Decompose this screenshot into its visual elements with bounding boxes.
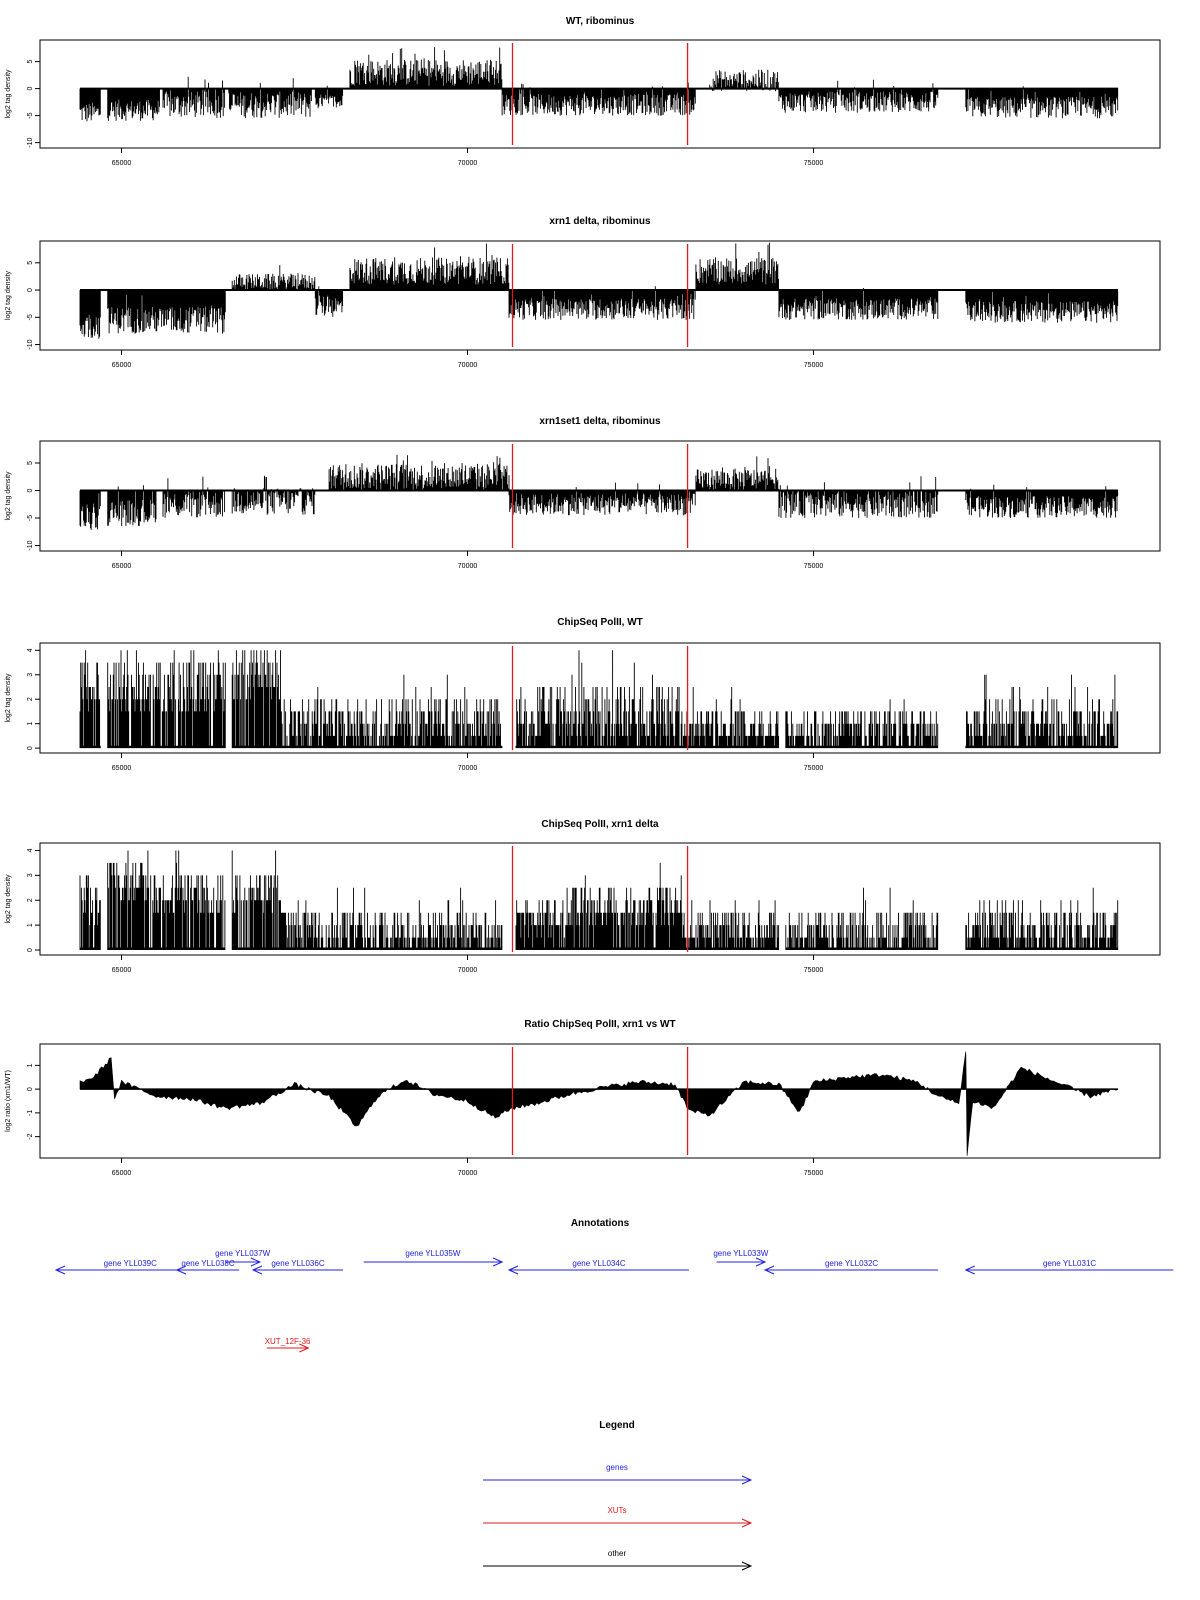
legend-item [483, 1549, 751, 1570]
x-tick-label: 65000 [111, 563, 132, 570]
legend-panel [483, 1420, 751, 1570]
y-axis [27, 848, 40, 952]
gene-label: gene YLL038C [181, 1259, 235, 1268]
signal-bars [80, 650, 1118, 748]
gene-label: gene YLL035W [405, 1249, 461, 1258]
y-tick-label: 0 [27, 488, 34, 493]
gene-label: gene YLL039C [103, 1259, 157, 1268]
chart-panel-6 [5, 1019, 1160, 1177]
panel-title: xrn1set1 delta, ribominus [539, 416, 661, 427]
x-axis [112, 955, 824, 974]
x-tick-label: 65000 [111, 765, 132, 772]
gene-label: gene YLL031C [1042, 1259, 1097, 1268]
y-tick-label: 1 [27, 721, 34, 726]
chart-panel-3 [5, 416, 1160, 570]
y-tick-label: 0 [27, 948, 34, 952]
y-axis-label: log2 tag density [5, 471, 12, 521]
gene-label: gene YLL037W [215, 1249, 271, 1258]
y-tick-label: 5 [27, 461, 34, 465]
x-tick-label: 75000 [803, 362, 824, 369]
panel-title: ChipSeq PolII, WT [557, 617, 643, 628]
y-axis-label: log2 tag density [5, 270, 12, 321]
y-axis [27, 60, 40, 148]
x-tick-label: 65000 [111, 967, 132, 974]
x-axis [112, 350, 824, 369]
y-axis-label: log2 ratio (xrn1/WT) [5, 1070, 12, 1132]
y-tick-label: 0 [27, 1087, 34, 1092]
legend-item-label: other [607, 1549, 627, 1558]
y-tick-label: 2 [27, 898, 34, 903]
x-tick-label: 75000 [803, 967, 824, 974]
signal-bars [80, 851, 1118, 951]
y-tick-label: -2 [27, 1133, 34, 1140]
legend-item [483, 1506, 751, 1527]
gene-arrow [177, 1259, 239, 1274]
y-tick-label: -5 [27, 112, 34, 119]
y-axis-label: log2 tag density [5, 673, 12, 723]
y-tick-label: -1 [27, 1109, 34, 1116]
legend-item-label: XUTs [607, 1506, 627, 1515]
panel-title: WT, ribominus [565, 16, 635, 27]
y-tick-label: 5 [27, 260, 34, 265]
y-tick-label: 1 [27, 923, 34, 928]
chart-panel-2 [5, 216, 1160, 369]
gene-arrow [713, 1249, 768, 1266]
legend-item [483, 1463, 751, 1484]
signal-bars [80, 455, 1118, 530]
x-axis [112, 753, 824, 772]
x-tick-label: 75000 [803, 1170, 824, 1177]
y-tick-label: 0 [27, 288, 34, 293]
y-axis [27, 1063, 40, 1139]
x-tick-label: 75000 [803, 563, 824, 570]
y-axis-label: log2 tag density [5, 69, 12, 119]
legend-item-label: genes [606, 1463, 628, 1472]
gene-label: gene YLL036C [271, 1259, 325, 1268]
gene-arrow [364, 1249, 502, 1266]
y-tick-label: 1 [27, 1063, 34, 1068]
annotations-title: Annotations [570, 1218, 630, 1229]
x-tick-label: 75000 [803, 765, 824, 772]
x-tick-label: 65000 [111, 362, 132, 369]
y-tick-label: 4 [27, 848, 34, 853]
x-axis [112, 1158, 824, 1177]
gene-arrow [253, 1259, 343, 1274]
y-tick-label: 0 [27, 86, 34, 91]
annotations-panel [56, 1218, 1173, 1352]
x-tick-label: 70000 [457, 160, 478, 167]
panel-title: ChipSeq PolII, xrn1 delta [541, 819, 659, 830]
x-tick-label: 70000 [457, 1170, 478, 1177]
legend-title: Legend [599, 1420, 635, 1431]
chart-panel-1 [5, 16, 1160, 167]
y-axis [27, 461, 40, 551]
gene-label: gene YLL032C [824, 1259, 879, 1268]
y-tick-label: 3 [27, 672, 34, 677]
xut-label: XUT_12F-36 [264, 1337, 311, 1346]
xut-arrow [265, 1337, 311, 1352]
chart-panel-4 [5, 617, 1160, 772]
gene-arrow [966, 1259, 1174, 1274]
y-tick-label: -10 [27, 540, 34, 551]
gene-label: gene YLL033W [713, 1249, 769, 1258]
y-tick-label: -10 [27, 339, 34, 350]
y-tick-label: 5 [27, 59, 34, 64]
y-tick-label: 0 [27, 746, 34, 751]
x-tick-label: 65000 [111, 1170, 132, 1177]
gene-label: gene YLL034C [572, 1259, 626, 1268]
x-tick-label: 70000 [457, 563, 478, 570]
x-tick-label: 75000 [803, 160, 824, 167]
signal-bars [80, 47, 1118, 121]
panel-title: Ratio ChipSeq PolII, xrn1 vs WT [524, 1019, 676, 1030]
y-tick-label: -10 [27, 137, 34, 148]
x-tick-label: 70000 [457, 362, 478, 369]
x-axis [112, 148, 824, 167]
y-tick-label: 3 [27, 873, 34, 878]
ratio-area [80, 1052, 1118, 1156]
gene-arrow [765, 1259, 938, 1274]
chart-panel-5 [5, 819, 1160, 974]
y-tick-label: 2 [27, 697, 34, 702]
y-axis [27, 261, 40, 350]
gene-arrow [509, 1259, 689, 1274]
x-tick-label: 70000 [457, 967, 478, 974]
y-tick-label: -5 [27, 514, 34, 522]
x-tick-label: 70000 [457, 765, 478, 772]
y-tick-label: 4 [27, 648, 34, 653]
x-axis [112, 551, 824, 570]
panel-title: xrn1 delta, ribominus [549, 216, 651, 227]
y-axis [27, 648, 40, 750]
y-tick-label: -5 [27, 314, 34, 321]
y-axis-label: log2 tag density [5, 874, 12, 924]
x-tick-label: 65000 [111, 160, 132, 167]
